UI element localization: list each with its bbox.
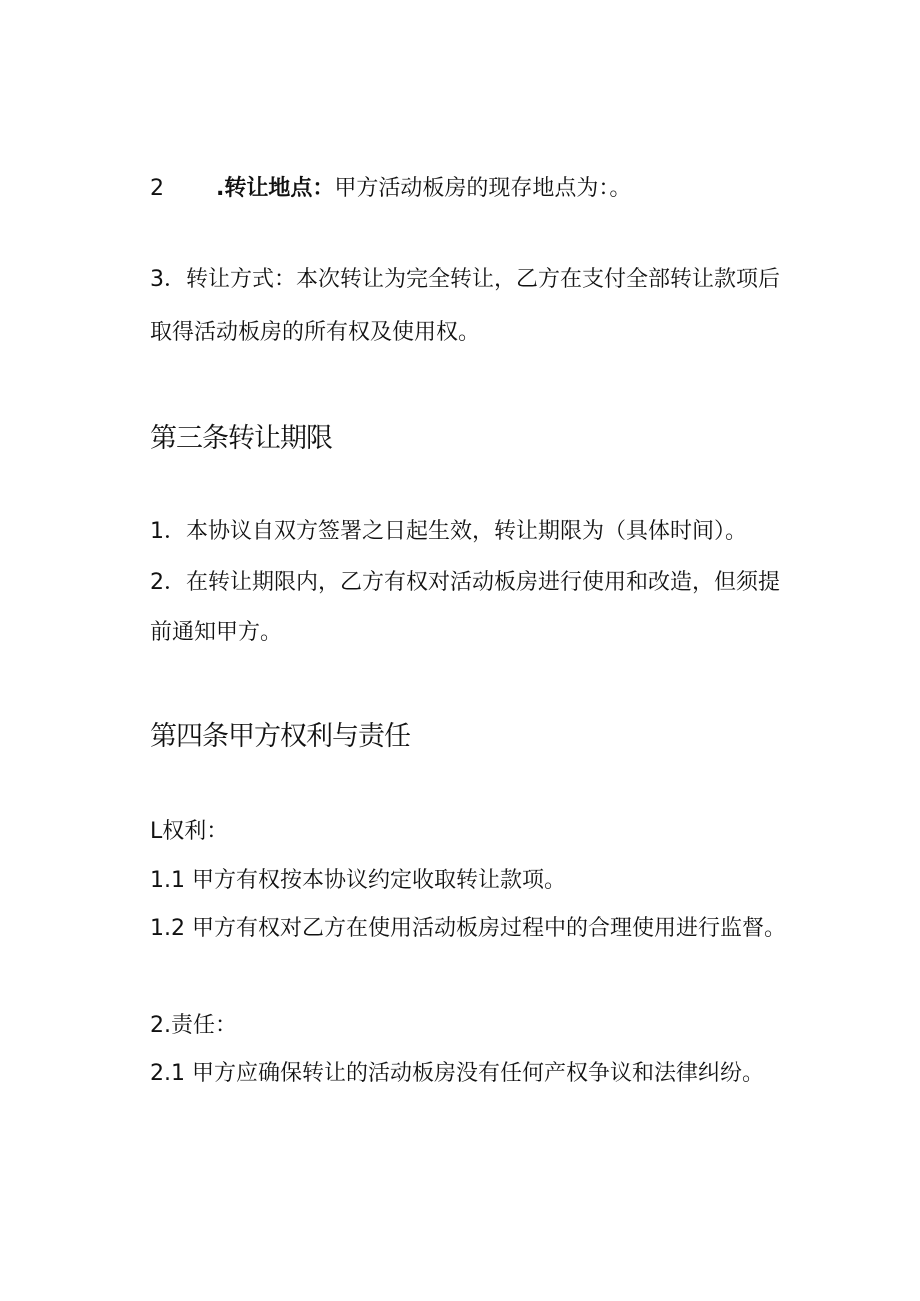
duty-2-1: 2.1 甲方应确保转让的活动板房没有任何产权争议和法律纠纷。 bbox=[150, 1061, 764, 1086]
transfer-location-label: .转让地点： bbox=[216, 176, 335, 201]
term-item-1-text: 1．本协议自双方签署之日起生效，转让期限为（具体时间）。 bbox=[150, 519, 747, 544]
duties-label: 2.责任： bbox=[150, 1013, 237, 1038]
right-1-1: 1.1 甲方有权按本协议约定收取转让款项。 bbox=[150, 868, 566, 893]
term-item-2-line-1 bbox=[150, 568, 780, 598]
transfer-method-text-2: 取得活动板房的所有权及使用权。 bbox=[150, 320, 481, 345]
term-item-2-text-2: 前通知甲方。 bbox=[150, 620, 283, 645]
transfer-location-text: 甲方活动板房的现存地点为：。 bbox=[334, 176, 632, 201]
transfer-location-item bbox=[150, 174, 631, 204]
term-item-2-text-1: 2．在转让期限内，乙方有权对活动板房进行使用和改造，但须提 bbox=[150, 570, 780, 595]
transfer-method-line-2 bbox=[150, 318, 480, 348]
right-1-2: 1.2 甲方有权对乙方在使用活动板房过程中的合理使用进行监督。 bbox=[150, 916, 786, 941]
term-item-1 bbox=[150, 517, 747, 547]
transfer-method-text-1: 3．转让方式：本次转让为完全转让，乙方在支付全部转让款项后 bbox=[150, 267, 780, 292]
term-item-2-line-2 bbox=[150, 618, 282, 648]
clause-4-heading: 第四条甲方权利与责任 bbox=[150, 721, 410, 752]
item-number: 2 bbox=[150, 176, 164, 201]
transfer-method-line-1 bbox=[150, 265, 814, 295]
rights-label: L权利： bbox=[150, 819, 229, 844]
clause-3-heading: 第三条转让期限 bbox=[150, 423, 332, 454]
